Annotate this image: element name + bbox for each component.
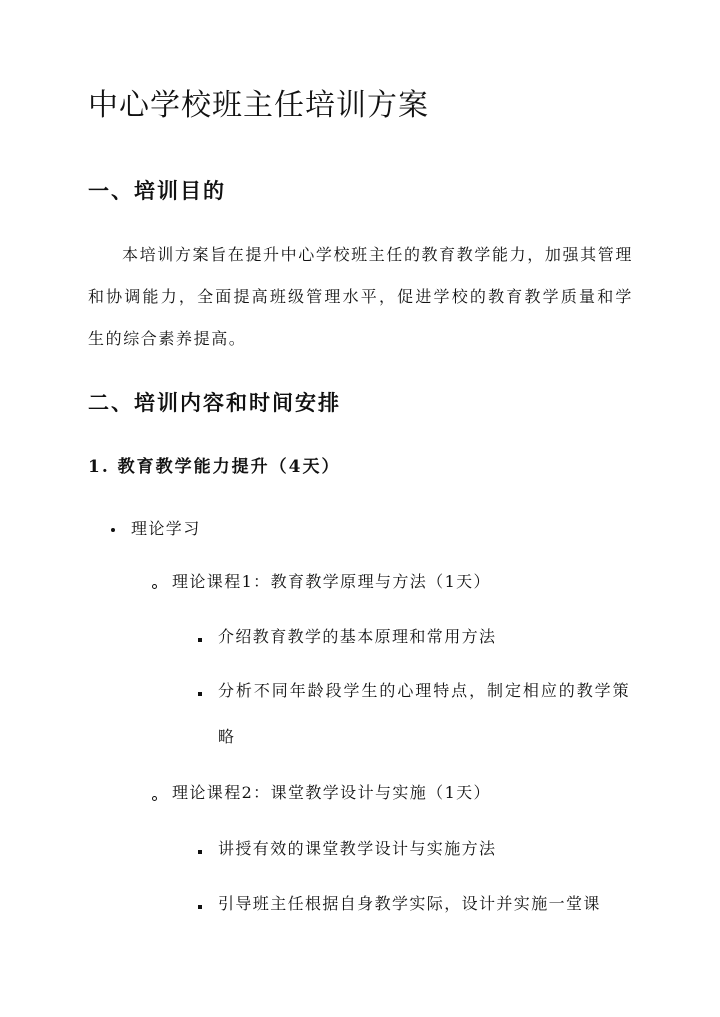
bullet-square-icon	[198, 905, 202, 909]
document-title: 中心学校班主任培训方案	[88, 88, 429, 123]
list-item-course-1-point-2: 分析不同年龄段学生的心理特点，制定相应的教学策略	[218, 681, 630, 746]
purpose-paragraph: 本培训方案旨在提升中心学校班主任的教育教学能力，加强其管理和协调能力，全面提高班级管理水平，促进学校的教育教学质量和学生的综合素养提高。	[88, 245, 633, 348]
list-item-course-1-point-1: 介绍教育教学的基本原理和常用方法	[218, 627, 497, 646]
list-item-theory-study: 理论学习	[131, 519, 201, 538]
list-item-course-2-point-2: 引导班主任根据自身教学实际，设计并实施一堂课	[218, 894, 601, 913]
subsection-heading-teaching-ability: 1. 教育教学能力提升（4天）	[88, 457, 341, 477]
bullet-circle-icon	[152, 584, 157, 589]
bullet-square-icon	[198, 850, 202, 854]
list-item-course-1: 理论课程1：教育教学原理与方法（1天）	[172, 572, 491, 591]
bullet-square-icon	[198, 692, 202, 696]
bullet-disc-icon	[111, 528, 115, 532]
section-heading-content-schedule: 二、培训内容和时间安排	[88, 390, 341, 415]
bullet-circle-icon	[152, 796, 157, 801]
list-item-course-2: 理论课程2：课堂教学设计与实施（1天）	[172, 783, 491, 802]
list-item-course-2-point-1: 讲授有效的课堂教学设计与实施方法	[218, 839, 497, 858]
section-heading-purpose: 一、培训目的	[88, 178, 226, 203]
bullet-square-icon	[198, 638, 202, 642]
